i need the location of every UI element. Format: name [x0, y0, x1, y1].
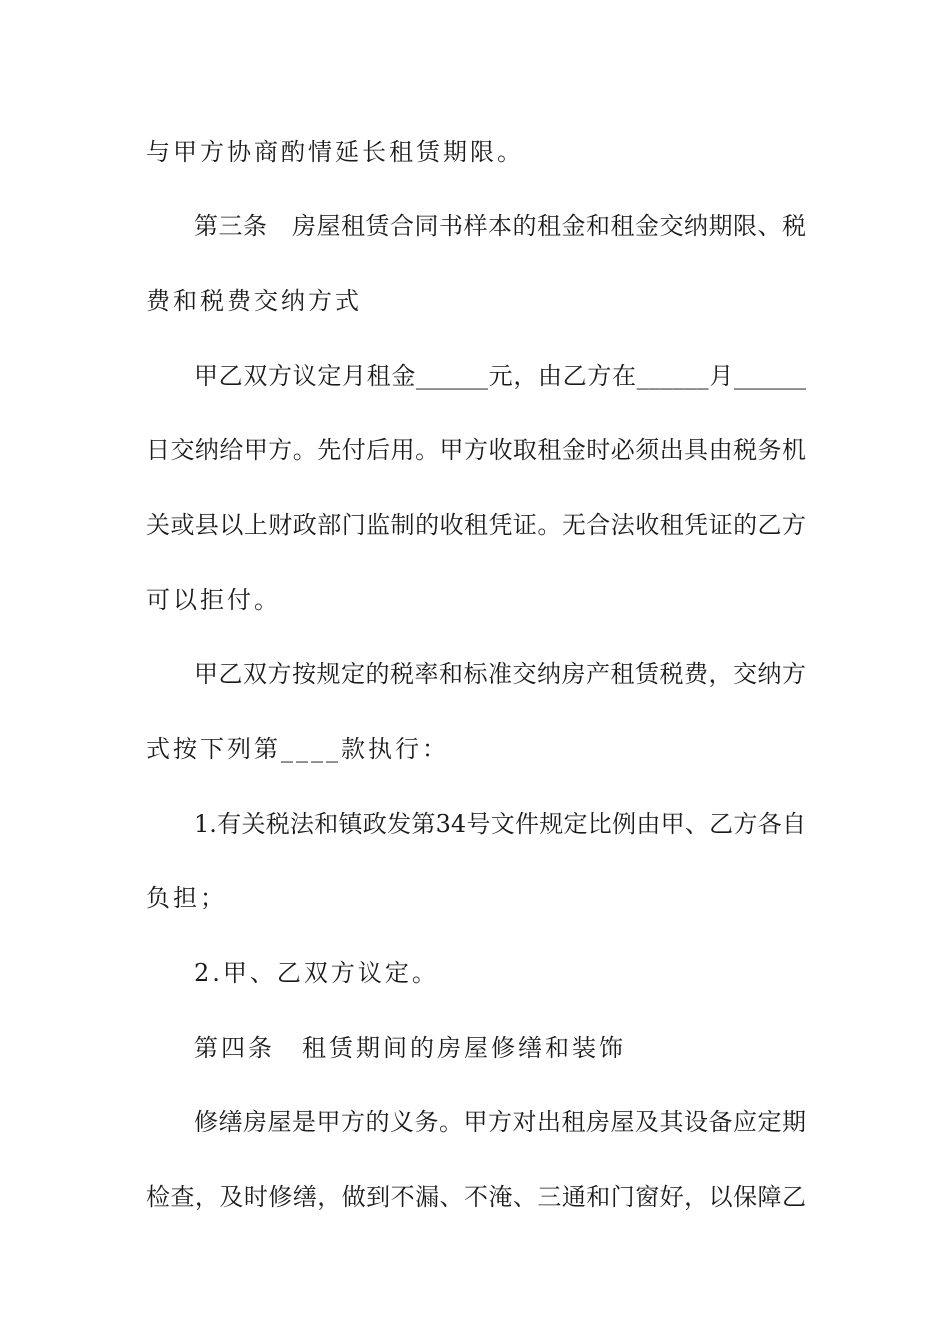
text-line: 可以拒付。	[146, 586, 281, 614]
text-line: 甲乙双方议定月租金______元，由乙方在______月______	[194, 362, 806, 390]
text-line: 费和税费交纳方式	[146, 287, 362, 315]
text-line: 负担；	[146, 884, 227, 912]
text-line: 与甲方协商酌情延长租赁期限。	[146, 138, 524, 166]
text-line: 甲乙双方按规定的税率和标准交纳房产租赁税费，交纳方	[194, 660, 806, 688]
text-line: 第四条 租赁期间的房屋修缮和装饰	[194, 1034, 626, 1062]
text-line: 日交纳给甲方。先付后用。甲方收取租金时必须出具由税务机	[146, 436, 806, 464]
text-line: 1.有关税法和镇政发第34号文件规定比例由甲、乙方各自	[194, 810, 806, 838]
text-line: 第三条 房屋租赁合同书样本的租金和租金交纳期限、税	[194, 212, 806, 240]
text-line: 2.甲、乙双方议定。	[194, 959, 439, 987]
text-line: 式按下列第____款执行：	[146, 735, 449, 763]
text-line: 修缮房屋是甲方的义务。甲方对出租房屋及其设备应定期	[194, 1108, 806, 1136]
text-line: 检查，及时修缮，做到不漏、不淹、三通和门窗好，以保障乙	[146, 1183, 806, 1211]
text-line: 关或县以上财政部门监制的收租凭证。无合法收租凭证的乙方	[146, 511, 806, 539]
